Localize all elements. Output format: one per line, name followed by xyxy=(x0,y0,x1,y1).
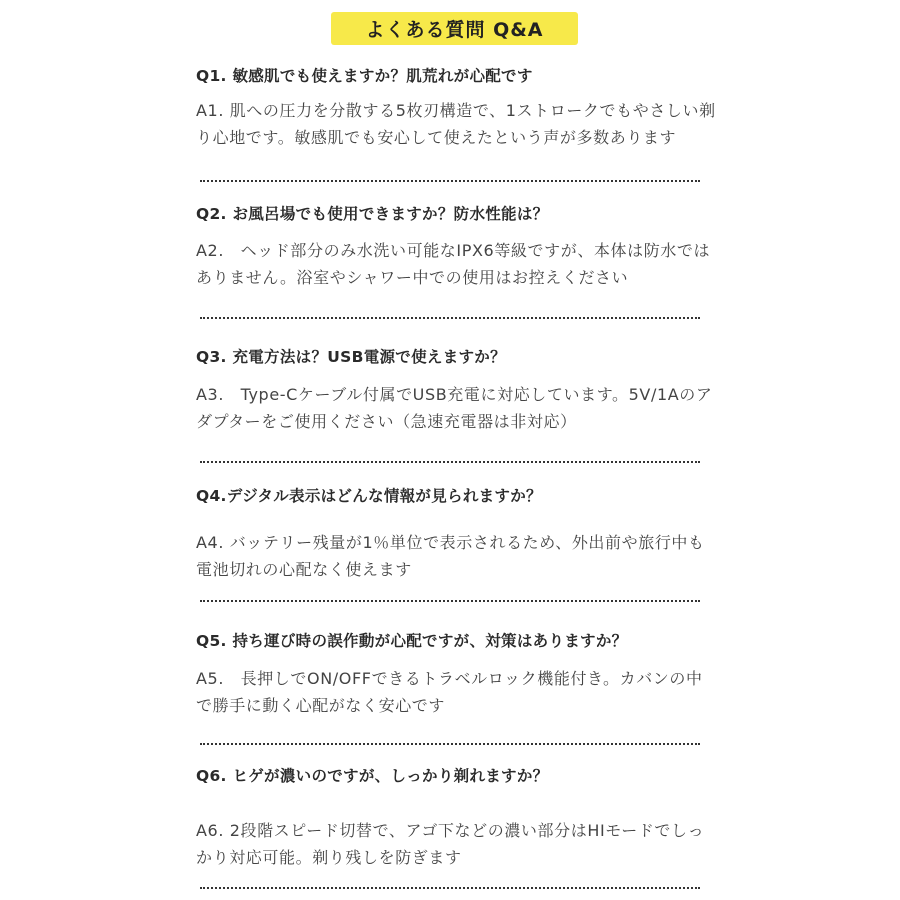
faq-divider-1 xyxy=(200,180,700,182)
faq-divider-5 xyxy=(200,743,700,745)
faq-answer-1: A1. 肌への圧力を分散する5枚刃構造で、1ストロークでもやさしい剃り心地です。敏感肌でも安心して使えたという声が多数あります xyxy=(196,101,716,147)
page-title: よくある質問 Q&A xyxy=(331,12,578,45)
faq-question-4: Q4.デジタル表示はどんな情報が見られますか？ xyxy=(196,487,542,505)
faq-question-3: Q3. 充電方法は？USB電源で使えますか？ xyxy=(196,348,506,366)
faq-answer-4: A4. バッテリー残量が1％単位で表示されるため、外出前や旅行中も電池切れの心配なく使えます xyxy=(196,533,705,579)
faq-item-6 xyxy=(196,764,704,894)
faq-question-1: Q1. 敏感肌でも使えますか？肌荒れが心配です xyxy=(196,67,533,85)
faq-answer-6: A6. 2段階スピード切替で、アゴ下などの濃い部分はHIモードでしっかり対応可能。剃り残しを防ぎます xyxy=(196,821,705,867)
faq-answer-3: A3. Type-Cケーブル付属でUSB充電に対応しています。5V/1Aのアダプターをご使用ください（急速充電器は非対応） xyxy=(196,385,713,431)
faq-divider-6 xyxy=(200,887,700,889)
faq-question-5: Q5. 持ち運び時の誤作動が心配ですが、対策はありますか？ xyxy=(196,632,628,650)
faq-question-6: Q6. ヒゲが濃いのですが、しっかり剃れますか？ xyxy=(196,767,549,785)
faq-divider-2 xyxy=(200,317,700,319)
faq-item-4 xyxy=(196,484,704,609)
faq-item-5 xyxy=(196,629,704,754)
faq-divider-4 xyxy=(200,600,700,602)
faq-answer-5: A5. 長押しでON/OFFできるトラベルロック機能付き。カバンの中で勝手に動く心配がなく安心です xyxy=(196,669,703,715)
faq-item-1 xyxy=(196,64,716,189)
faq-question-2: Q2. お風呂場でも使用できますか？防水性能は？ xyxy=(196,205,549,223)
faq-item-3 xyxy=(196,345,713,470)
faq-item-2 xyxy=(196,202,711,327)
faq-answer-2: A2. ヘッド部分のみ水洗い可能なIPX6等級ですが、本体は防水ではありません。浴室やシャワー中での使用はお控えください xyxy=(196,241,711,287)
faq-divider-3 xyxy=(200,461,700,463)
